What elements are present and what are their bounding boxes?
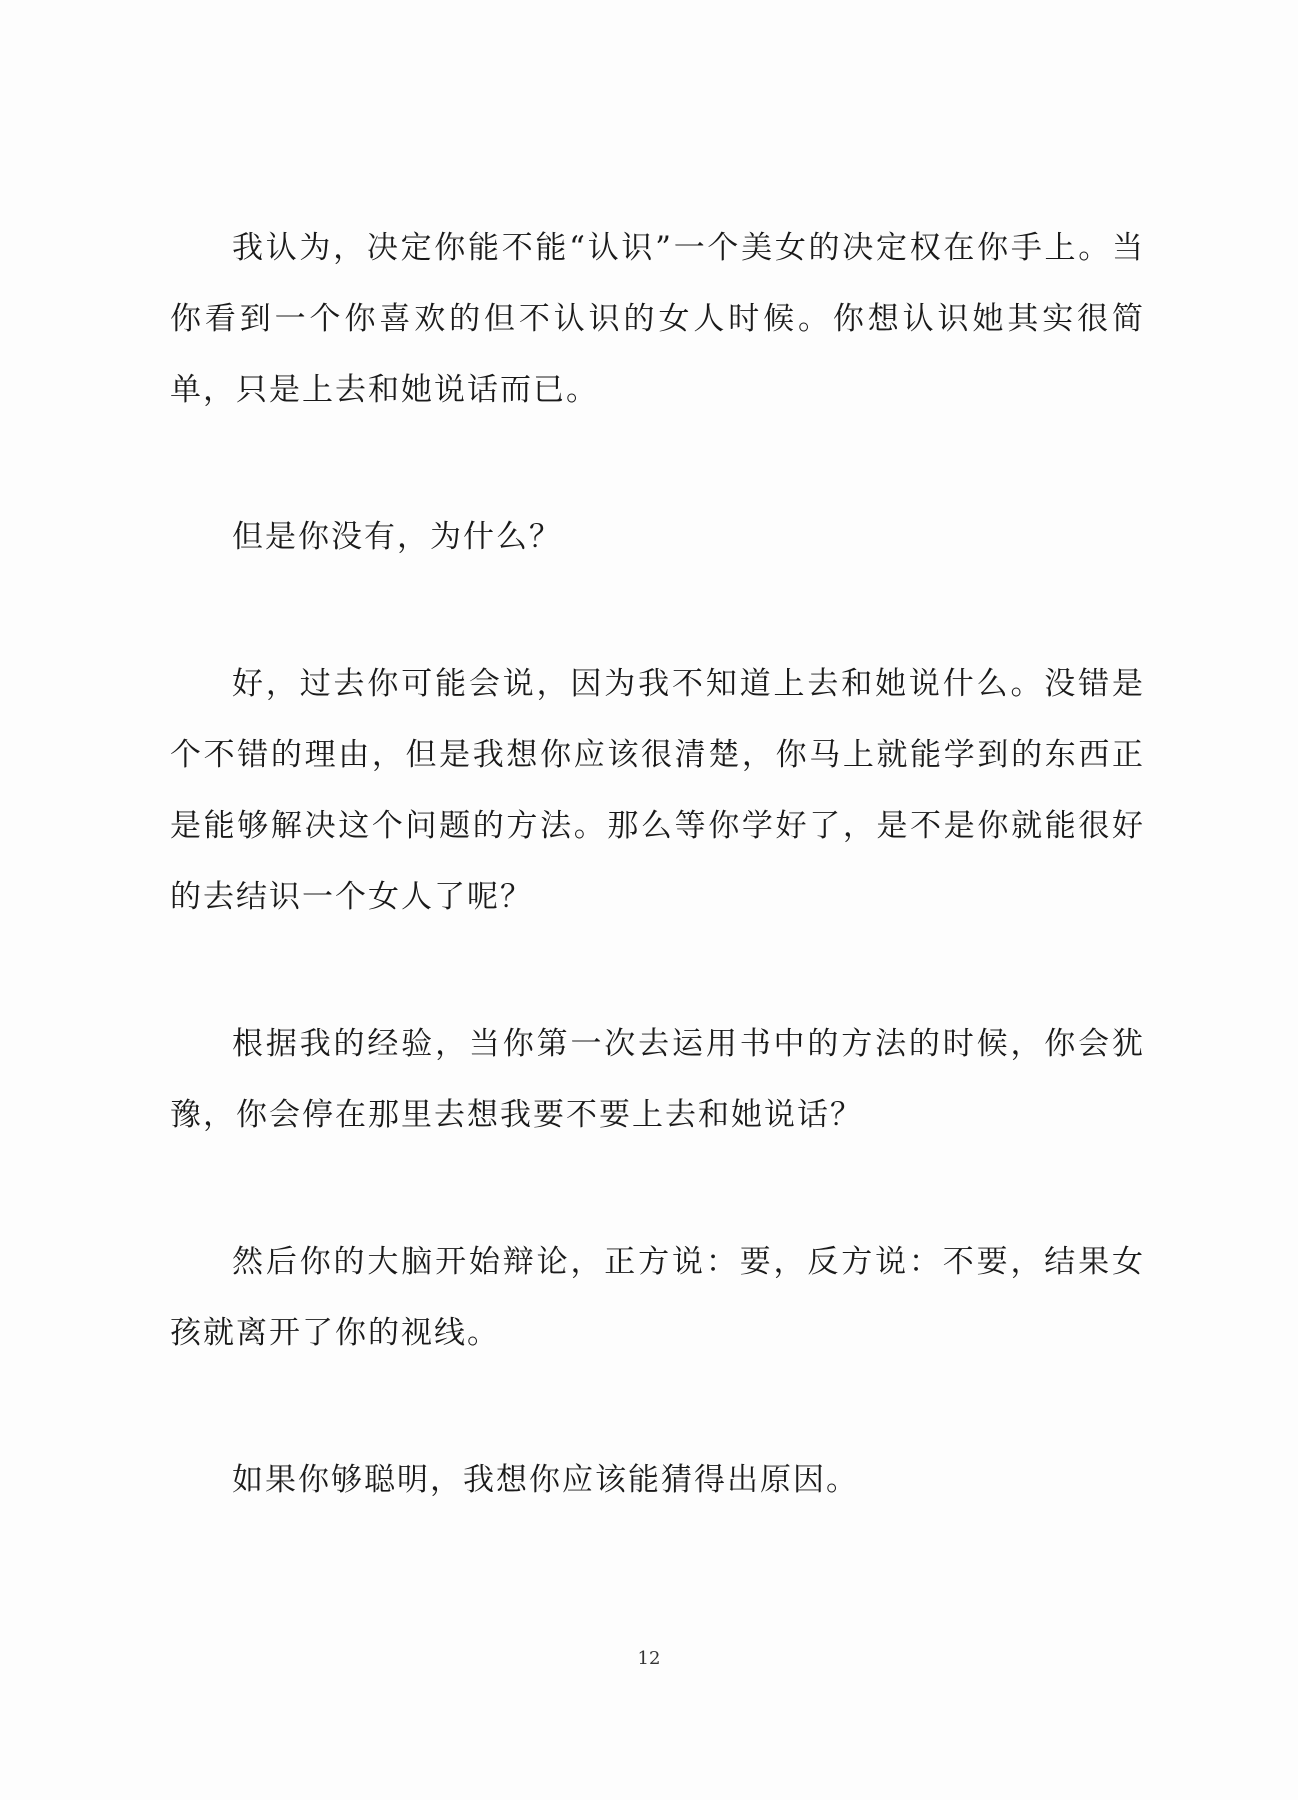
paragraph-4: 根据我的经验，当你第一次去运用书中的方法的时候，你会犹豫，你会停在那里去想我要不要上去和她说话？ bbox=[170, 1026, 1145, 1133]
paragraph-2: 但是你没有，为什么？ bbox=[232, 519, 562, 555]
page-number: 12 bbox=[637, 1648, 661, 1669]
paragraph-6: 如果你够聪明，我想你应该能猜得出原因。 bbox=[232, 1462, 859, 1498]
paragraph-1: 我认为，决定你能不能“认识”一个美女的决定权在你手上。当你看到一个你喜欢的但不认识的女人时候。你想认识她其实很简单，只是上去和她说话而已。 bbox=[170, 230, 1145, 408]
body-text bbox=[170, 213, 1145, 1592]
paragraph-5: 然后你的大脑开始辩论，正方说：要，反方说：不要，结果女孩就离开了你的视线。 bbox=[170, 1244, 1145, 1351]
paragraph-3: 好，过去你可能会说，因为我不知道上去和她说什么。没错是个不错的理由，但是我想你应该很清楚，你马上就能学到的东西正是能够解决这个问题的方法。那么等你学好了，是不是你就能很好的去结识一个女人了呢？ bbox=[170, 666, 1145, 915]
